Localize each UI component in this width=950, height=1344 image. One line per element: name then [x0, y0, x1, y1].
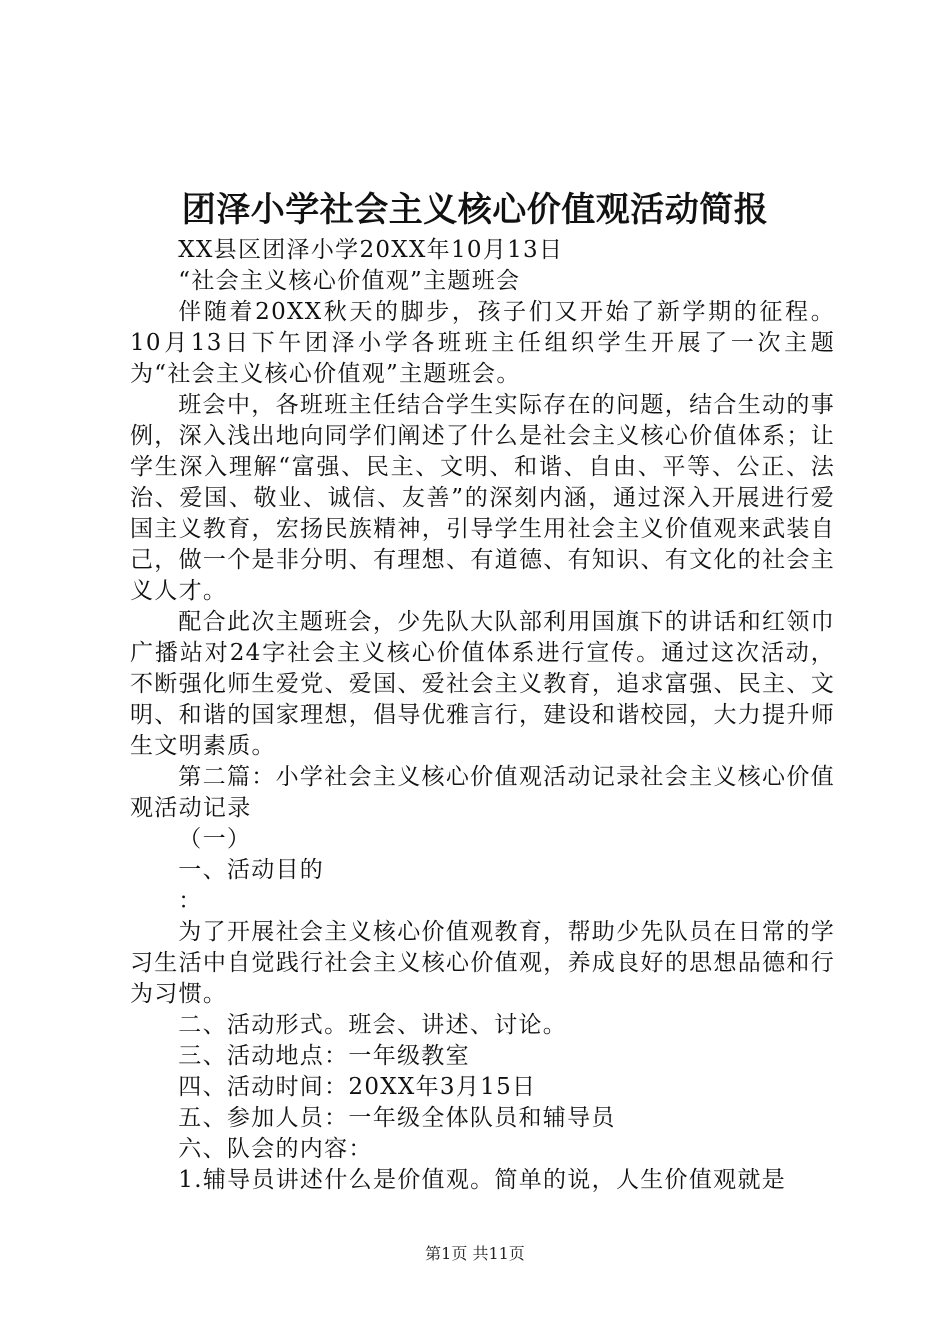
paragraph-class-meeting: 班会中，各班班主任结合学生实际存在的问题，结合生动的事例，深入浅出地向同学们阐述了什么是社会主义核心价值体系；让学生深入理解“富强、民主、文明、和谐、自由、平等、公正、法治、爱国、敬业、诚信、友善”的深刻内涵，通过深入开展进行爱国主义教育，宏扬民族精神，引导学生用社会主义价值观来武装自己，做一个是非分明、有理想、有道德、有知识、有文化的社会主义人才。 [130, 392, 835, 604]
paragraph-purpose-heading: 一、活动目的 [178, 857, 325, 883]
paragraph-time: 四、活动时间：20XX年3月15日 [178, 1074, 537, 1100]
paragraph-content-one: 1.辅导员讲述什么是价值观。简单的说，人生价值观就是 [178, 1167, 787, 1193]
paragraph-date-line: XX县区团泽小学20XX年10月13日 [178, 237, 564, 263]
document-title: 团泽小学社会主义核心价值观活动简报 [181, 190, 769, 230]
paragraph-broadcast: 配合此次主题班会，少先队大队部利用国旗下的讲话和红领巾广播站对24字社会主义核心价值体系进行宣传。通过这次活动，不断强化师生爱党、爱国、爱社会主义教育，追求富强、民主、文明、和谐的国家理想，倡导优雅言行，建设和谐校园，大力提升师生文明素质。 [130, 609, 835, 759]
paragraph-section-one: （一） [178, 826, 252, 852]
paragraph-colon: ： [178, 888, 203, 914]
document-body [130, 235, 835, 1196]
paragraph-content-heading: 六、队会的内容： [178, 1136, 373, 1162]
paragraph-intro: 伴随着20XX秋天的脚步，孩子们又开始了新学期的征程。10月13日下午团泽小学各班班主任组织学生开展了一次主题为“社会主义核心价值观”主题班会。 [130, 299, 835, 387]
paragraph-participants: 五、参加人员：一年级全体队员和辅导员 [178, 1105, 616, 1131]
paragraph-purpose: 为了开展社会主义核心价值观教育，帮助少先队员在日常的学习生活中自觉践行社会主义核心价值观，养成良好的思想品德和行为习惯。 [130, 919, 835, 1007]
paragraph-subtitle: “社会主义核心价值观”主题班会 [178, 268, 521, 294]
paragraph-second-article: 第二篇：小学社会主义核心价值观活动记录社会主义核心价值观活动记录 [130, 764, 835, 821]
paragraph-form: 二、活动形式。班会、讲述、讨论。 [178, 1012, 568, 1038]
paragraph-location: 三、活动地点：一年级教室 [178, 1043, 470, 1069]
page-footer: 第1页 共11页 [425, 1244, 525, 1263]
